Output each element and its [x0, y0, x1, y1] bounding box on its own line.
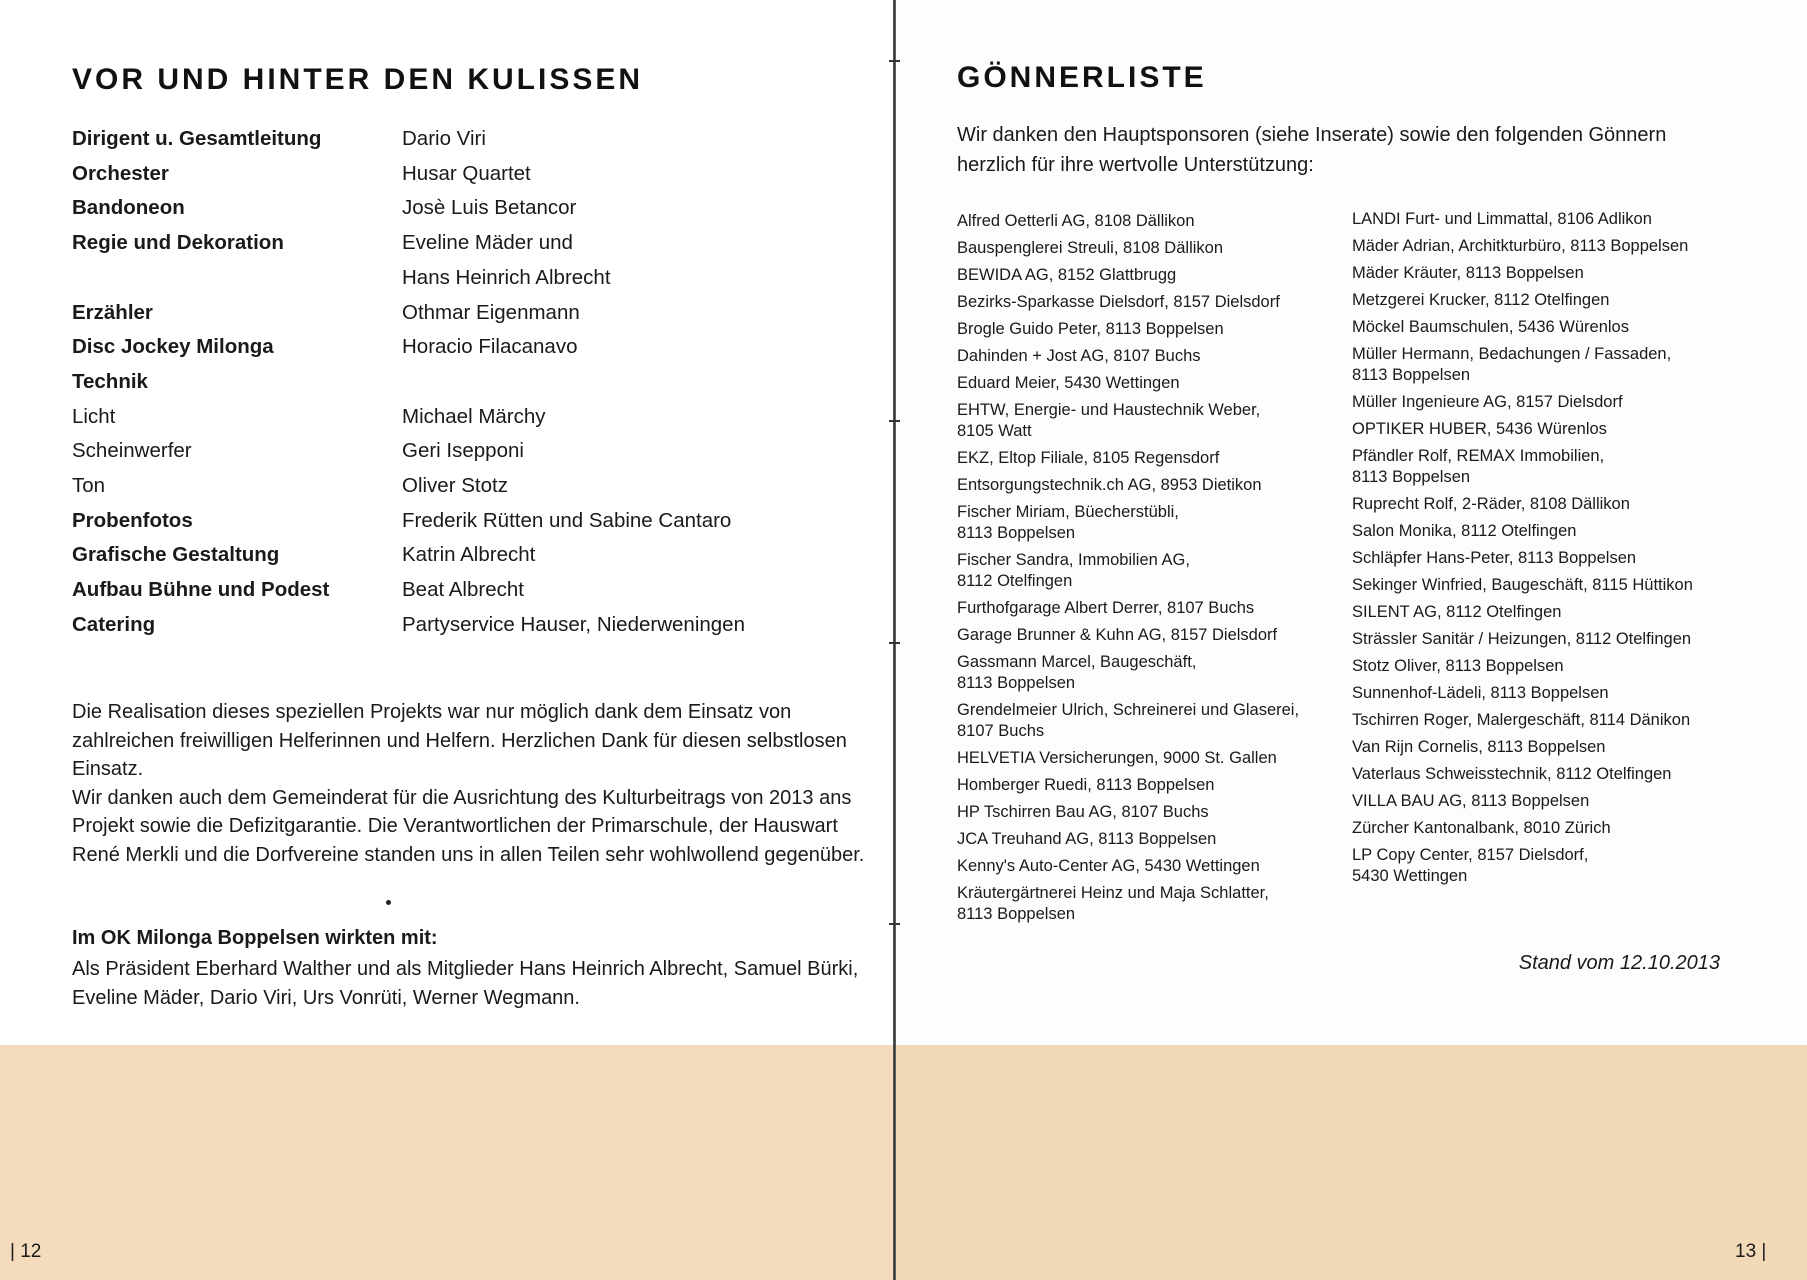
- donor-entry: Alfred Oetterli AG, 8108 Dällikon: [957, 212, 1195, 230]
- donor-entry: Fischer Miriam, Büecherstübli, 8113 Boppelsen: [957, 503, 1179, 542]
- donor-entry: Eduard Meier, 5430 Wettingen: [957, 374, 1180, 392]
- donor-entry: Stotz Oliver, 8113 Boppelsen: [1352, 657, 1564, 675]
- donor-entry: Sekinger Winfried, Baugeschäft, 8115 Hüttikon: [1352, 576, 1693, 594]
- credit-role: Erzähler: [72, 300, 153, 324]
- ok-committee-members: Als Präsident Eberhard Walther und als Mitglieder Hans Heinrich Albrecht, Samuel Bürki, Eveline Mäder, Dario Viri, Urs Vonrüti, Werner Wegmann.: [72, 958, 859, 1009]
- credit-name: Husar Quartet: [402, 161, 531, 185]
- donor-entry: Van Rijn Cornelis, 8113 Boppelsen: [1352, 738, 1606, 756]
- left-page-footer-band: [0, 1045, 895, 1280]
- donor-entry: Möckel Baumschulen, 5436 Würenlos: [1352, 318, 1629, 336]
- donor-entry: Strässler Sanitär / Heizungen, 8112 Otelfingen: [1352, 630, 1692, 648]
- donor-entry: OPTIKER HUBER, 5436 Würenlos: [1352, 420, 1607, 438]
- donor-entry: Kräutergärtnerei Heinz und Maja Schlatter, 8113 Boppelsen: [957, 884, 1269, 923]
- donor-list-right-column: [1352, 209, 1792, 893]
- donor-entry: SILENT AG, 8112 Otelfingen: [1352, 603, 1562, 621]
- credit-role: Aufbau Bühne und Podest: [72, 578, 330, 602]
- donor-entry: Salon Monika, 8112 Otelfingen: [1352, 522, 1577, 540]
- donor-entry: Mäder Adrian, Architkturbüro, 8113 Boppelsen: [1352, 237, 1689, 255]
- donor-entry: Ruprecht Rolf, 2-Räder, 8108 Dällikon: [1352, 495, 1630, 513]
- donor-entry: Zürcher Kantonalbank, 8010 Zürich: [1352, 819, 1611, 837]
- donor-entry: Bauspenglerei Streuli, 8108 Dällikon: [957, 239, 1223, 257]
- credit-name: Eveline Mäder und: [402, 231, 573, 255]
- credit-role: Catering: [72, 612, 156, 636]
- donor-entry: Grendelmeier Ulrich, Schreinerei und Glaserei, 8107 Buchs: [957, 701, 1300, 740]
- spine-stitch: [889, 923, 900, 925]
- credit-role: Probenfotos: [72, 508, 193, 532]
- donor-list-left-column: [957, 211, 1349, 931]
- credit-name: Katrin Albrecht: [402, 543, 536, 567]
- credit-role: Dirigent u. Gesamtleitung: [72, 127, 322, 150]
- credit-name: Josè Luis Betancor: [402, 196, 577, 220]
- right-page-footer-band: [895, 1045, 1807, 1280]
- donor-entry: BEWIDA AG, 8152 Glattbrugg: [957, 266, 1177, 284]
- donor-entry: Tschirren Roger, Malergeschäft, 8114 Dänikon: [1352, 711, 1691, 729]
- credit-name: Horacio Filacanavo: [402, 335, 578, 359]
- donor-entry: Gassmann Marcel, Baugeschäft, 8113 Boppelsen: [957, 653, 1197, 692]
- donor-entry: Bezirks-Sparkasse Dielsdorf, 8157 Dielsdorf: [957, 293, 1280, 311]
- donor-entry: Dahinden + Jost AG, 8107 Buchs: [957, 347, 1201, 365]
- credit-role: Orchester: [72, 161, 169, 185]
- credit-name: Dario Viri: [402, 127, 486, 150]
- left-page-heading: VOR UND HINTER DEN KULISSEN: [72, 63, 644, 96]
- credit-name: Othmar Eigenmann: [402, 300, 580, 324]
- donor-entry: Entsorgungstechnik.ch AG, 8953 Dietikon: [957, 476, 1262, 494]
- donor-entry: LP Copy Center, 8157 Dielsdorf, 5430 Wettingen: [1352, 846, 1589, 885]
- credit-role: Disc Jockey Milonga: [72, 335, 274, 359]
- book-spine: [893, 0, 896, 1280]
- credit-role: Grafische Gestaltung: [72, 543, 280, 567]
- spine-stitch: [889, 642, 900, 644]
- page-number-left: | 12: [10, 1241, 42, 1262]
- donor-entry: Vaterlaus Schweisstechnik, 8112 Otelfingen: [1352, 765, 1672, 783]
- donor-entry: Brogle Guido Peter, 8113 Boppelsen: [957, 320, 1224, 338]
- credit-name: Oliver Stotz: [402, 474, 508, 497]
- credit-name: Frederik Rütten und Sabine Cantaro: [402, 508, 732, 532]
- donor-entry: HELVETIA Versicherungen, 9000 St. Gallen: [957, 749, 1277, 767]
- credit-role: Regie und Dekoration: [72, 231, 284, 255]
- donor-entry: Kenny's Auto-Center AG, 5430 Wettingen: [957, 857, 1260, 875]
- donor-entry: Pfändler Rolf, REMAX Immobilien, 8113 Boppelsen: [1352, 447, 1605, 486]
- ok-committee-title: Im OK Milonga Boppelsen wirkten mit:: [72, 927, 438, 949]
- donor-entry: Homberger Ruedi, 8113 Boppelsen: [957, 776, 1215, 794]
- donor-entry: EKZ, Eltop Filiale, 8105 Regensdorf: [957, 449, 1220, 467]
- donor-entry: Fischer Sandra, Immobilien AG, 8112 Otelfingen: [957, 551, 1190, 590]
- page-number-right: 13 |: [1735, 1241, 1767, 1262]
- credit-role: Ton: [72, 474, 106, 497]
- donor-entry: LANDI Furt- und Limmattal, 8106 Adlikon: [1352, 210, 1652, 228]
- donor-entry: Metzgerei Krucker, 8112 Otelfingen: [1352, 291, 1610, 309]
- credit-role: Scheinwerfer: [72, 439, 192, 463]
- credit-name: Beat Albrecht: [402, 578, 524, 602]
- donor-entry: Furthofgarage Albert Derrer, 8107 Buchs: [957, 599, 1255, 617]
- credit-name: Hans Heinrich Albrecht: [402, 265, 611, 289]
- donor-entry: VILLA BAU AG, 8113 Boppelsen: [1352, 792, 1590, 810]
- donor-entry: Sunnenhof-Lädeli, 8113 Boppelsen: [1352, 684, 1609, 702]
- donor-entry: JCA Treuhand AG, 8113 Boppelsen: [957, 830, 1217, 848]
- donor-entry: Mäder Kräuter, 8113 Boppelsen: [1352, 264, 1584, 282]
- donor-entry: Schläpfer Hans-Peter, 8113 Boppelsen: [1352, 549, 1637, 567]
- credit-name: Geri Isepponi: [402, 439, 524, 463]
- credit-role: Bandoneon: [72, 196, 185, 220]
- decorative-dot: [386, 900, 391, 905]
- credit-role: Licht: [72, 404, 116, 428]
- spine-stitch: [889, 60, 900, 62]
- credit-name: Partyservice Hauser, Niederweningen: [402, 612, 745, 636]
- spine-stitch: [889, 420, 900, 422]
- list-date-stamp: Stand vom 12.10.2013: [1518, 952, 1720, 974]
- credit-role: Technik: [72, 369, 148, 393]
- donor-intro: Wir danken den Hauptsponsoren (siehe Inserate) sowie den folgenden Gönnern herzlich für ihre wertvolle Unterstützung:: [957, 124, 1667, 176]
- credit-name: Michael Märchy: [402, 404, 546, 428]
- donor-entry: Garage Brunner & Kuhn AG, 8157 Dielsdorf: [957, 626, 1278, 644]
- donor-entry: EHTW, Energie- und Haustechnik Weber, 8105 Watt: [957, 401, 1261, 440]
- donor-entry: HP Tschirren Bau AG, 8107 Buchs: [957, 803, 1209, 821]
- donor-entry: Müller Hermann, Bedachungen / Fassaden, 8113 Boppelsen: [1352, 345, 1672, 384]
- right-page-heading: GÖNNERLISTE: [957, 61, 1207, 94]
- donor-entry: Müller Ingenieure AG, 8157 Dielsdorf: [1352, 393, 1623, 411]
- thanks-paragraph: Die Realisation dieses speziellen Projekts war nur möglich dank dem Einsatz von zahlreichen freiwilligen Helferinnen und Helfern. Herzlichen Dank für diesen selbstlosen Einsatz. Wir danken auch dem Gemeinderat für die Ausrichtung des Kulturbeitrags von 2013 ans Projekt sowie die Defizitgarantie. Die Verantwortlichen der Primarschule, der Hauswart René Merkli und die Dorfvereine standen uns in allen Teilen sehr wohlwollend gegenüber.: [72, 701, 865, 866]
